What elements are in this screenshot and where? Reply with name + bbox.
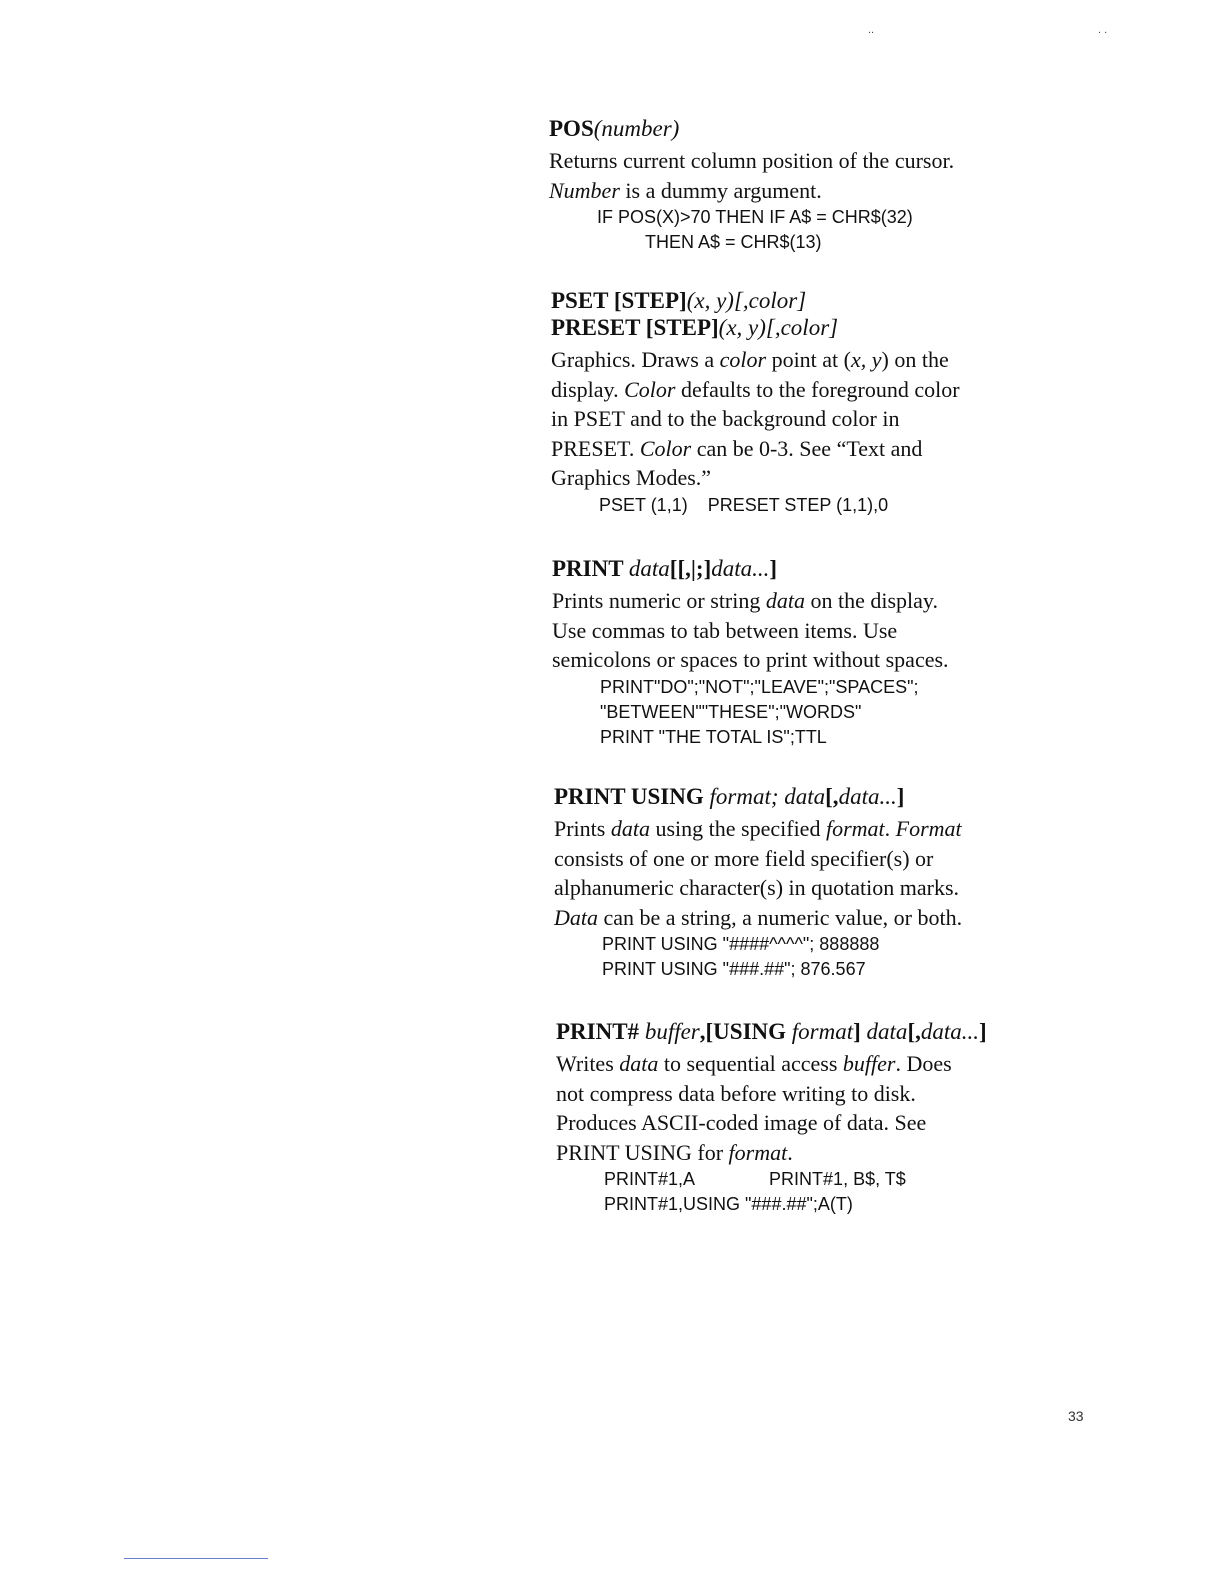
- command-description: [556, 1049, 1096, 1167]
- italic-text: data: [628, 556, 670, 581]
- text-run: .: [787, 1139, 793, 1165]
- italic-text: buffer: [644, 1019, 700, 1044]
- text-run: display.: [551, 376, 625, 402]
- text-run: using the specified: [649, 816, 826, 841]
- entry-print-using: [554, 783, 1094, 982]
- italic-text: data: [619, 1051, 659, 1076]
- entry-print: [552, 555, 1092, 750]
- entry-pset-preset: [551, 287, 1091, 518]
- text-run: alphanumeric character(s) in quotation marks.: [554, 875, 960, 900]
- page-number: 33: [1068, 1408, 1084, 1424]
- text-run: ) on the: [881, 347, 949, 372]
- text-run: ]: [896, 784, 905, 809]
- command-description: [554, 814, 1094, 932]
- entry-pos: [549, 115, 1089, 255]
- text-run: PSET [STEP]: [551, 288, 687, 313]
- code-example-line: "BETWEEN""THESE";"WORDS": [600, 701, 862, 722]
- italic-text: color: [719, 347, 767, 372]
- text-run: POS: [549, 116, 594, 141]
- text-run: .: [884, 816, 896, 841]
- scan-mark-left: ..: [868, 24, 875, 36]
- text-run: consists of one or more field specifier(s) or: [554, 845, 934, 871]
- code-example-line: PRINT"DO";"NOT";"LEAVE";"SPACES";: [600, 676, 919, 697]
- text-run: Returns current column position of the cursor.: [549, 148, 955, 173]
- text-run: ]: [853, 1019, 867, 1044]
- italic-text: format: [728, 1139, 788, 1165]
- entry-print-hash: [556, 1018, 1096, 1217]
- italic-text: data...: [920, 1019, 979, 1044]
- text-run: Writes: [556, 1051, 620, 1076]
- italic-text: data: [866, 1019, 908, 1044]
- text-run: Prints: [554, 816, 611, 841]
- text-run: to sequential access: [658, 1051, 843, 1076]
- italic-text: Format: [895, 816, 962, 841]
- italic-text: buffer: [842, 1051, 896, 1076]
- command-description: [549, 146, 1089, 205]
- code-example-line: PSET (1,1) PRESET STEP (1,1),0: [599, 494, 889, 515]
- command-description: [552, 586, 1092, 675]
- italic-text: data...: [711, 556, 770, 581]
- text-run: Produces ASCII-coded image of data. See: [556, 1110, 927, 1135]
- text-run: PRINT: [552, 556, 629, 581]
- command-signature: [551, 287, 1091, 314]
- italic-text: (x, y)[,color]: [686, 288, 807, 313]
- text-run: defaults to the foreground color: [675, 376, 960, 402]
- text-run: Graphics. Draws a: [551, 347, 720, 372]
- text-run: ]: [979, 1019, 987, 1044]
- code-example-line: PRINT USING "###.##"; 876.567: [602, 959, 866, 979]
- text-run: semicolons or spaces to print without spaces.: [552, 647, 949, 672]
- italic-text: data: [765, 588, 805, 613]
- text-run: PRESET [STEP]: [551, 315, 719, 340]
- code-example-line: PRINT "THE TOTAL IS";TTL: [600, 726, 827, 747]
- text-run: [,: [825, 784, 839, 809]
- text-run: point at (: [766, 347, 851, 372]
- text-run: PRINT USING for: [556, 1139, 729, 1165]
- italic-text: format: [791, 1019, 854, 1044]
- italic-text: format: [825, 816, 885, 841]
- command-signature: [554, 783, 1094, 810]
- code-example-line: PRINT USING "####^^^^"; 888888: [602, 934, 880, 954]
- text-run: [,: [907, 1019, 921, 1044]
- italic-text: data: [610, 816, 650, 841]
- italic-text: Data: [554, 904, 598, 930]
- scan-mark-right: . .: [1098, 24, 1108, 36]
- text-run: can be 0-3. See “Text and: [691, 435, 923, 461]
- italic-text: Color: [624, 376, 676, 402]
- text-run: Prints numeric or string: [552, 588, 766, 613]
- text-run: ]: [769, 556, 778, 581]
- command-description: [551, 345, 1091, 493]
- text-run: Graphics Modes.”: [551, 465, 712, 490]
- code-example-line: THEN A$ = CHR$(13): [645, 232, 822, 252]
- text-run: is a dummy argument.: [619, 177, 822, 203]
- code-example-line: PRINT#1,A PRINT#1, B$, T$: [604, 1169, 906, 1189]
- code-example-line: IF POS(X)>70 THEN IF A$ = CHR$(32): [597, 207, 913, 227]
- command-signature: [549, 115, 1089, 142]
- text-run: ,[USING: [699, 1019, 792, 1044]
- command-signature: [552, 555, 1092, 582]
- text-run: on the display.: [805, 588, 938, 613]
- text-run: Use commas to tab between items. Use: [552, 617, 898, 643]
- command-signature-alt: [551, 314, 1091, 341]
- text-run: PRINT USING: [554, 784, 710, 809]
- text-run: in PSET and to the background color in: [551, 406, 900, 431]
- text-run: . Does: [895, 1051, 952, 1076]
- italic-text: data...: [838, 784, 897, 809]
- italic-text: x, y: [851, 347, 882, 372]
- text-run: can be a string, a numeric value, or both.: [598, 904, 963, 930]
- italic-text: (number): [593, 116, 680, 141]
- text-run: not compress data before writing to disk.: [556, 1080, 916, 1106]
- text-run: PRESET.: [551, 435, 640, 461]
- italic-text: Color: [639, 435, 692, 461]
- text-run: [[,|;]: [669, 556, 712, 581]
- italic-text: Number: [549, 177, 620, 203]
- italic-text: format; data: [709, 784, 826, 809]
- footer-rule: [124, 1558, 268, 1559]
- italic-text: (x, y)[,color]: [718, 315, 839, 340]
- command-signature: [556, 1018, 1096, 1045]
- text-run: PRINT#: [556, 1019, 645, 1044]
- code-example-line: PRINT#1,USING "###.##";A(T): [604, 1194, 853, 1214]
